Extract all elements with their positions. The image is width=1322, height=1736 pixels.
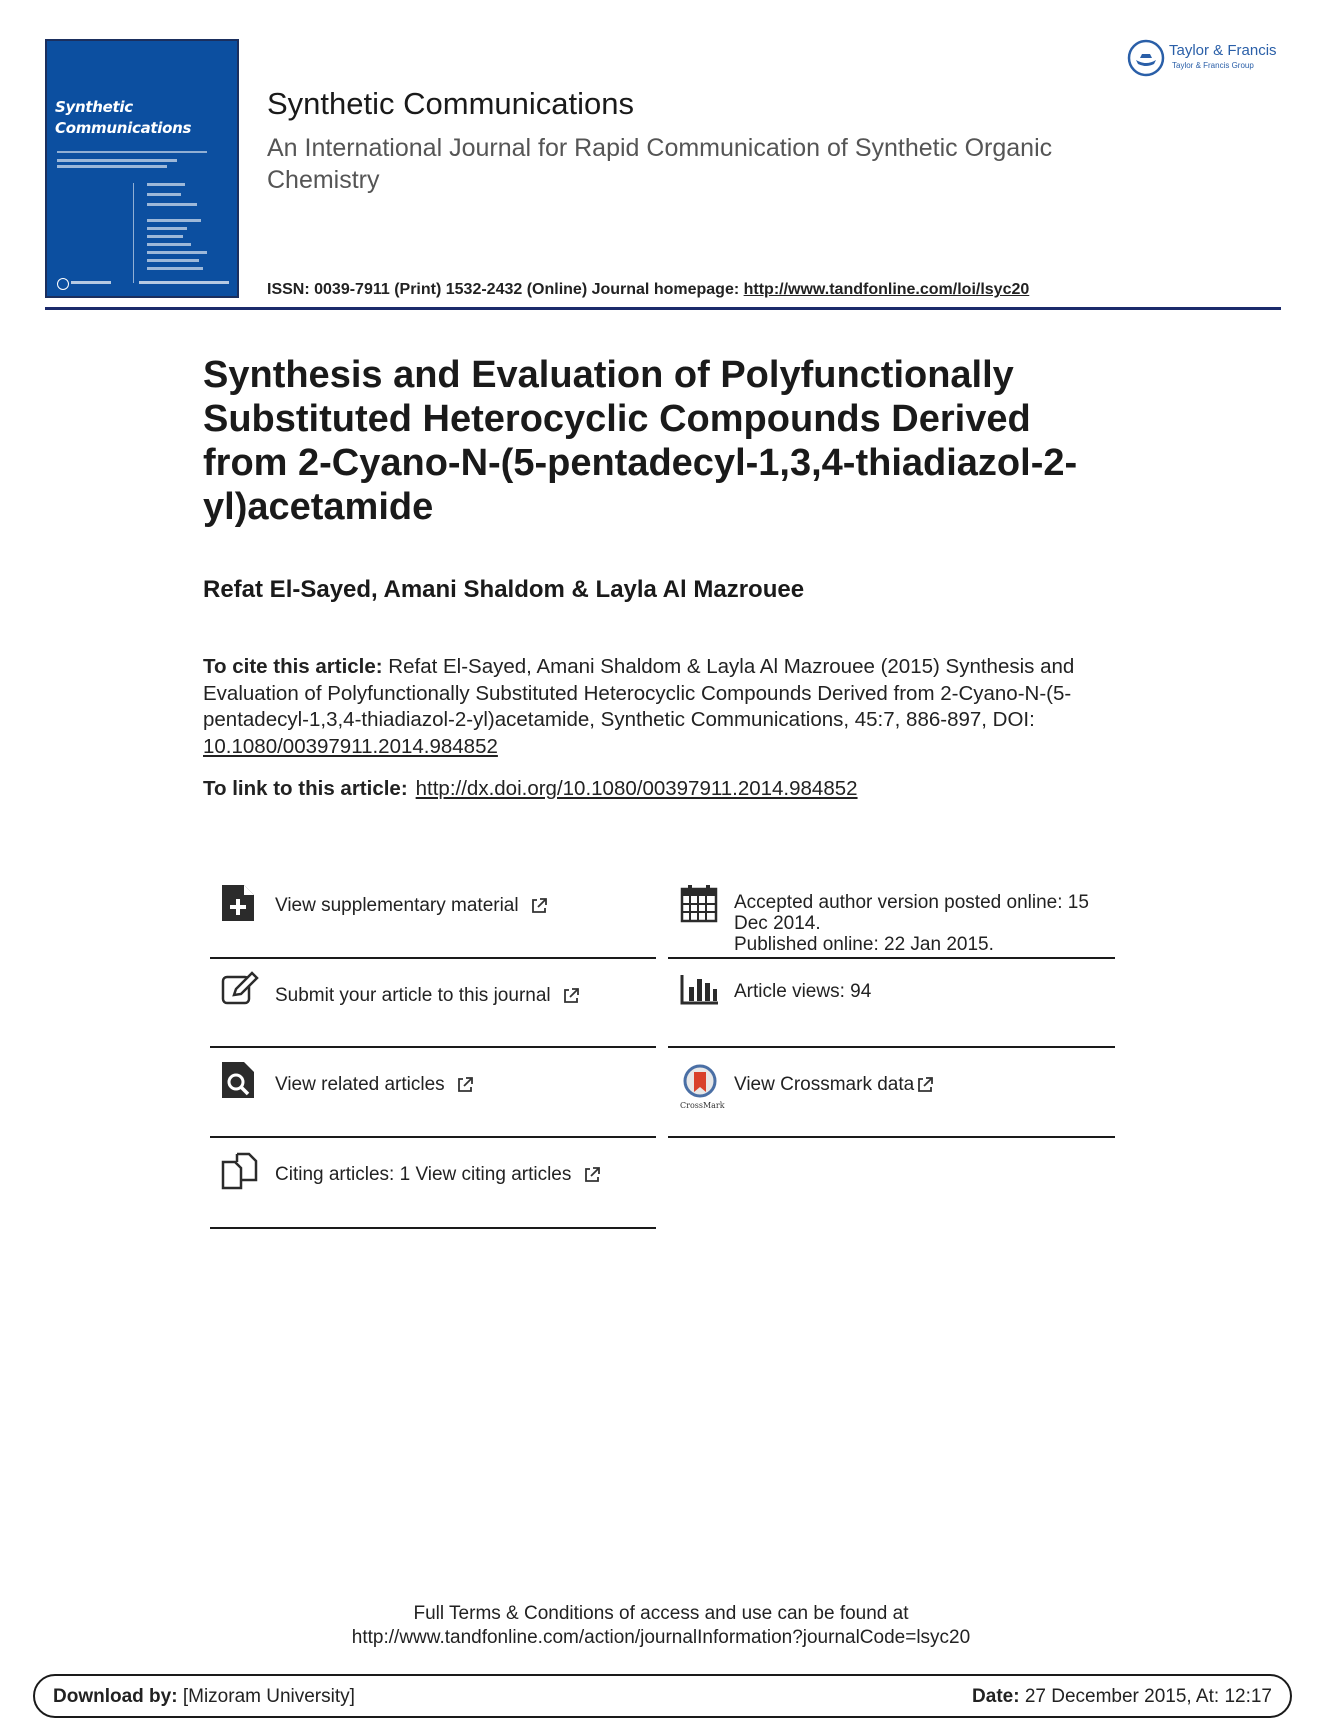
crossmark-icon (683, 1064, 717, 1100)
journal-title: Synthetic Communications (267, 86, 634, 121)
download-date: Date: 27 December 2015, At: 12:17 (972, 1686, 1272, 1707)
published-date: Published online: 22 Jan 2015. (734, 934, 994, 955)
external-link-icon (583, 1166, 601, 1184)
accepted-date-line1: Accepted author version posted online: 15 (734, 892, 1089, 913)
terms-and-conditions (0, 1602, 1322, 1650)
citing-articles-link[interactable]: Citing articles: 1 View citing articles (275, 1164, 601, 1186)
citation (203, 654, 1123, 760)
download-info-bar (33, 1674, 1292, 1718)
edit-pencil-icon (220, 971, 260, 1007)
divider (668, 1046, 1115, 1048)
publication-dates (734, 892, 1089, 955)
article-doi-link[interactable]: http://dx.doi.org/10.1080/00397911.2014.984852 (415, 777, 858, 800)
publisher-name: Taylor & Francis (1169, 42, 1277, 59)
cite-text: Refat El-Sayed, Amani Shaldom & Layla Al Mazrouee (2015) Synthesis and Evaluation of Polyfunctionally Substituted Heterocyclic Compounds Derived from 2-Cyano-N-(5-pentadecyl-1,3,4-thiadiazol-2-yl)acetamide, Synthetic Communications, 45:7, 886-897, DOI: (203, 655, 1075, 731)
article-views: Article views: 94 (734, 981, 872, 1002)
bar-chart-icon (680, 973, 720, 1005)
divider (210, 1046, 656, 1048)
external-link-icon (530, 897, 548, 915)
divider (668, 1136, 1115, 1138)
cite-label: To cite this article: (203, 655, 383, 678)
divider (210, 1136, 656, 1138)
view-related-articles-link[interactable]: View related articles (275, 1074, 474, 1096)
submit-article-link[interactable]: Submit your article to this journal (275, 985, 580, 1007)
cover-decor-line (57, 151, 207, 153)
divider (210, 1227, 656, 1229)
document-search-icon (220, 1060, 256, 1100)
view-crossmark-link[interactable]: View Crossmark data (734, 1074, 934, 1096)
journal-subtitle: An International Journal for Rapid Communication of Synthetic Organic Chemistry (267, 134, 1053, 194)
accepted-date-line2: Dec 2014. (734, 913, 821, 934)
view-supplementary-link[interactable]: View supplementary material (275, 895, 548, 917)
terms-line: Full Terms & Conditions of access and use can be found at (413, 1603, 909, 1624)
external-link-icon (916, 1076, 934, 1094)
divider (210, 957, 656, 959)
divider (668, 957, 1115, 959)
terms-url-link[interactable]: http://www.tandfonline.com/action/journalInformation?journalCode=lsyc20 (351, 1627, 971, 1648)
cover-title: Synthetic Communications (55, 98, 192, 137)
journal-homepage-link[interactable]: http://www.tandfonline.com/loi/lsyc20 (743, 281, 1030, 298)
cover-footer (47, 278, 237, 290)
article-title: Synthesis and Evaluation of Polyfunctionally Substituted Heterocyclic Compounds Derived from 2-Cyano-N-(5-pentadecyl-1,3,4-thiadiazol-2-yl)acetamide (203, 354, 1078, 528)
crossmark-logo-label: CrossMark (680, 1101, 725, 1110)
cite-doi-link[interactable]: 10.1080/00397911.2014.984852 (203, 734, 498, 758)
journal-cover-image (45, 39, 239, 298)
citing-documents-icon (220, 1152, 260, 1190)
supplementary-file-icon (220, 883, 256, 923)
article-authors: Refat El-Sayed, Amani Shaldom & Layla Al Mazrouee (203, 576, 805, 603)
taylor-francis-logo-icon (1126, 38, 1166, 78)
header-divider (45, 307, 1281, 310)
issn-line (267, 281, 1029, 299)
article-link-line (203, 777, 858, 801)
external-link-icon (456, 1076, 474, 1094)
link-label: To link to this article: (203, 777, 408, 800)
publisher-group: Taylor & Francis Group (1172, 61, 1254, 70)
download-by: Download by: [Mizoram University] (53, 1686, 355, 1707)
issn-text: ISSN: 0039-7911 (Print) 1532-2432 (Online) Journal homepage: (267, 281, 744, 298)
external-link-icon (562, 987, 580, 1005)
calendar-icon (679, 883, 719, 923)
